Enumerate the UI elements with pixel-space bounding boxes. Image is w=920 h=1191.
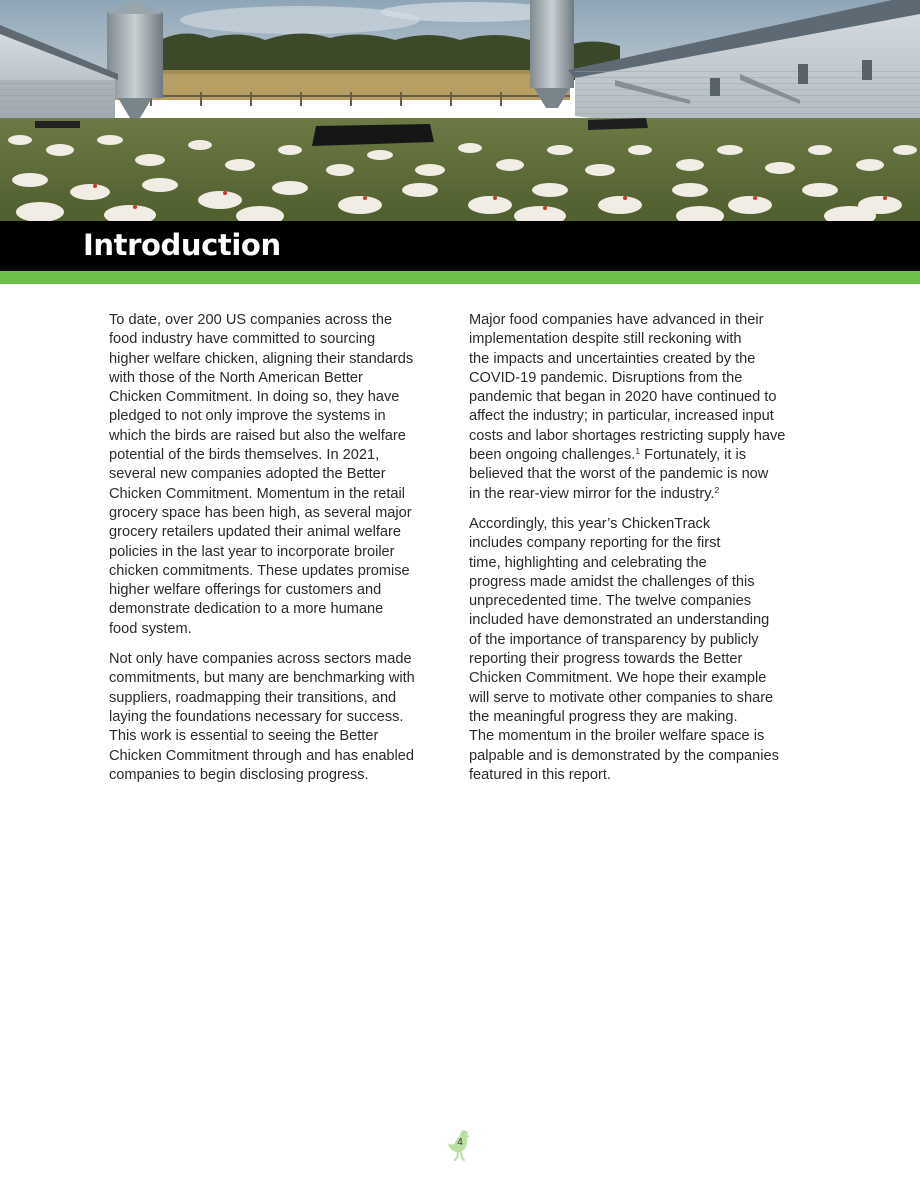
left-paragraph-2: Not only have companies across sectors made commitments, but many are benchmarking with suppliers, roadmapping their transitions, and laying the foundations necessary for success. This work is essential to seeing the Better Chicken Commitment through and has enabled companies to begin disclosing progress. [109,651,415,783]
green-accent-rule [0,271,920,284]
left-paragraph-1: To date, over 200 US companies across the food industry have committed to sourcing higher welfare chicken, aligning their standards with those of the North American Better Chicken Commitment. In doing so, they have pledged to not only improve the systems in which the birds are raised but also the welfare potential of the birds themselves. In 2021, several new companies adopted the Better Chicken Commitment. Momentum in the retail grocery space has been high, as several major grocery retailers updated their animal welfare policies in the last year to incorporate broiler chicken commitments. These updates promise higher welfare offerings for customers and demonstrate dedication to a more humane food system. [109,312,414,637]
right-paragraph-2: Accordingly, this year’s ChickenTrack includes company reporting for the first time, highlighting and celebrating the progress made amidst the challenges of this unprecedented time. The twelve companies included have demonstrated an understanding of the importance of transparency by publicly reporting their progress towards the Better Chicken Commitment. We hope their example will serve to motivate other companies to share the meaningful progress they are making. The momentum in the broiler welfare space is palpable and is demonstrated by the companies featured in this report. [469,515,779,783]
left-column [109,311,454,796]
right-column [469,311,814,796]
footnote-ref-2[interactable]: 2 [714,484,720,495]
right-paragraph-1-text-b: Fortunately, it is believed that the worst of the pandemic is now in the rear-view mirror for the industry. [469,447,769,502]
title-bar [0,221,920,271]
page-number: 4 [457,1137,463,1148]
right-paragraph-1-text-a: Major food companies have advanced in their implementation despite still reckoning with the impacts and uncertainties created by the COVID-19 pandemic. Disruptions from the pandemic that began in 2020 have continued to affect the industry; in particular, increased input costs and labor shortages restricting supply have been ongoing challenges. [469,312,786,464]
header-photo-chickens-farm [0,0,920,222]
footnote-ref-1[interactable]: 1 [635,446,641,457]
right-paragraph-1 [469,311,814,504]
page-title: Introduction [83,228,281,262]
